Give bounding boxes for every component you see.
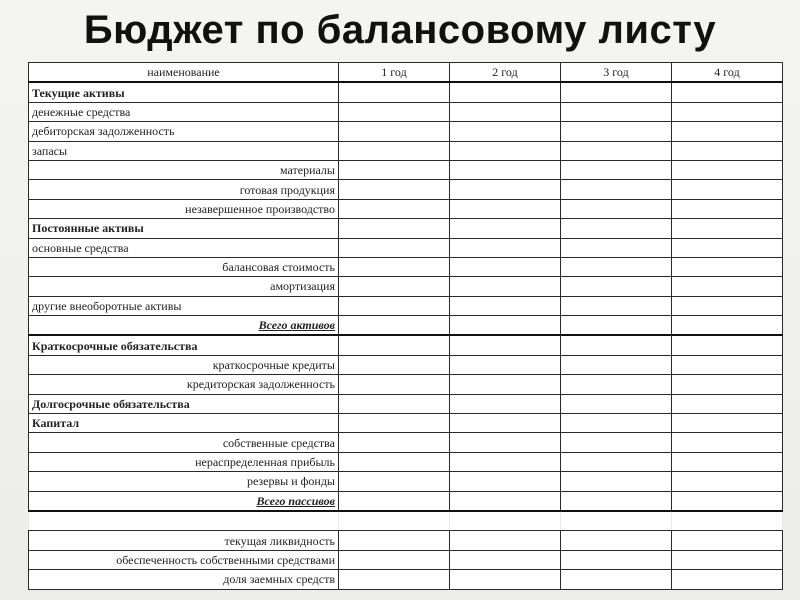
table-row [29, 257, 783, 276]
year-2-cell[interactable] [450, 180, 561, 199]
year-3-cell[interactable] [561, 238, 672, 257]
row-label: собственные средства [29, 433, 339, 452]
table-row [29, 531, 783, 550]
year-4-cell[interactable] [672, 199, 783, 218]
year-3-cell[interactable] [561, 160, 672, 179]
table-row [29, 570, 783, 589]
row-label: текущая ликвидность [29, 531, 339, 550]
year-3-cell[interactable] [561, 277, 672, 296]
row-label: денежные средства [29, 102, 339, 121]
table-row [29, 296, 783, 315]
year-4-cell[interactable] [672, 180, 783, 199]
year-4-cell[interactable] [672, 550, 783, 569]
year-4-cell[interactable] [672, 375, 783, 394]
row-label: материалы [29, 160, 339, 179]
year-2-cell[interactable] [450, 335, 561, 355]
year-4-cell[interactable] [672, 452, 783, 471]
year-2-cell[interactable] [450, 199, 561, 218]
year-4-cell[interactable] [672, 219, 783, 238]
year-3-cell[interactable] [561, 141, 672, 160]
year-3-cell[interactable] [561, 531, 672, 550]
year-4-cell[interactable] [672, 122, 783, 141]
table-row [29, 316, 783, 336]
year-2-cell[interactable] [450, 257, 561, 276]
year-3-cell[interactable] [561, 296, 672, 315]
year-4-cell[interactable] [672, 335, 783, 355]
table-row [29, 160, 783, 179]
row-label: готовая продукция [29, 180, 339, 199]
row-label: обеспеченность собственными средствами [29, 550, 339, 569]
header-year-4: 4 год [672, 63, 783, 83]
year-2-cell[interactable] [450, 355, 561, 374]
year-3-cell[interactable] [561, 257, 672, 276]
year-2-cell[interactable] [450, 472, 561, 491]
year-3-cell[interactable] [561, 550, 672, 569]
year-1-cell[interactable] [339, 238, 450, 257]
row-label: Долгосрочные обязательства [29, 394, 339, 413]
year-1-cell[interactable] [339, 160, 450, 179]
year-2-cell[interactable] [450, 141, 561, 160]
year-1-cell[interactable] [339, 531, 450, 550]
year-3-cell[interactable] [561, 375, 672, 394]
year-1-cell[interactable] [339, 511, 450, 531]
year-1-cell[interactable] [339, 102, 450, 121]
year-1-cell[interactable] [339, 394, 450, 413]
row-label: резервы и фонды [29, 472, 339, 491]
year-2-cell[interactable] [450, 219, 561, 238]
year-2-cell[interactable] [450, 491, 561, 511]
year-3-cell[interactable] [561, 472, 672, 491]
balance-sheet [28, 62, 782, 590]
page-title: Бюджет по балансовому листу [83, 8, 717, 52]
year-1-cell[interactable] [339, 335, 450, 355]
year-2-cell[interactable] [450, 82, 561, 102]
year-2-cell[interactable] [450, 102, 561, 121]
year-2-cell[interactable] [450, 296, 561, 315]
year-1-cell[interactable] [339, 491, 450, 511]
year-1-cell[interactable] [339, 180, 450, 199]
year-4-cell[interactable] [672, 257, 783, 276]
year-3-cell[interactable] [561, 335, 672, 355]
row-label: доля заемных средств [29, 570, 339, 589]
row-label: Всего пассивов [29, 491, 339, 511]
row-label: кредиторская задолженность [29, 375, 339, 394]
year-3-cell[interactable] [561, 452, 672, 471]
year-3-cell[interactable] [561, 219, 672, 238]
table-row [29, 102, 783, 121]
year-3-cell[interactable] [561, 82, 672, 102]
year-1-cell[interactable] [339, 472, 450, 491]
row-label: нераспределенная прибыль [29, 452, 339, 471]
table-row [29, 335, 783, 355]
row-label: Текущие активы [29, 82, 339, 102]
year-1-cell[interactable] [339, 316, 450, 336]
year-1-cell[interactable] [339, 570, 450, 589]
year-4-cell[interactable] [672, 414, 783, 433]
year-4-cell[interactable] [672, 296, 783, 315]
year-3-cell[interactable] [561, 511, 672, 531]
header-year-1: 1 год [339, 63, 450, 83]
year-2-cell[interactable] [450, 238, 561, 257]
year-2-cell[interactable] [450, 570, 561, 589]
year-4-cell[interactable] [672, 355, 783, 374]
year-2-cell[interactable] [450, 160, 561, 179]
table-row [29, 141, 783, 160]
table-row [29, 219, 783, 238]
year-3-cell[interactable] [561, 491, 672, 511]
row-label: основные средства [29, 238, 339, 257]
year-4-cell[interactable] [672, 316, 783, 336]
year-1-cell[interactable] [339, 296, 450, 315]
year-2-cell[interactable] [450, 277, 561, 296]
year-4-cell[interactable] [672, 160, 783, 179]
year-1-cell[interactable] [339, 433, 450, 452]
year-4-cell[interactable] [672, 277, 783, 296]
year-4-cell[interactable] [672, 433, 783, 452]
year-4-cell[interactable] [672, 394, 783, 413]
year-2-cell[interactable] [450, 394, 561, 413]
row-label: Капитал [29, 414, 339, 433]
table-row [29, 375, 783, 394]
year-2-cell[interactable] [450, 511, 561, 531]
year-2-cell[interactable] [450, 414, 561, 433]
row-label: Всего активов [29, 316, 339, 336]
row-label: краткосрочные кредиты [29, 355, 339, 374]
row-label: балансовая стоимость [29, 257, 339, 276]
table-row [29, 414, 783, 433]
year-4-cell[interactable] [672, 238, 783, 257]
year-1-cell[interactable] [339, 550, 450, 569]
year-2-cell[interactable] [450, 531, 561, 550]
year-1-cell[interactable] [339, 141, 450, 160]
header-name: наименование [29, 63, 339, 83]
year-1-cell[interactable] [339, 82, 450, 102]
year-1-cell[interactable] [339, 257, 450, 276]
header-year-2: 2 год [450, 63, 561, 83]
year-4-cell[interactable] [672, 531, 783, 550]
year-1-cell[interactable] [339, 452, 450, 471]
year-4-cell[interactable] [672, 472, 783, 491]
table-row [29, 277, 783, 296]
table-row [29, 238, 783, 257]
row-label: Постоянные активы [29, 219, 339, 238]
year-2-cell[interactable] [450, 316, 561, 336]
year-3-cell[interactable] [561, 570, 672, 589]
year-3-cell[interactable] [561, 355, 672, 374]
table-row [29, 491, 783, 511]
year-3-cell[interactable] [561, 199, 672, 218]
year-3-cell[interactable] [561, 102, 672, 121]
header-row [29, 63, 783, 83]
table-row [29, 452, 783, 471]
year-1-cell[interactable] [339, 355, 450, 374]
year-2-cell[interactable] [450, 452, 561, 471]
table-row [29, 433, 783, 452]
year-1-cell[interactable] [339, 219, 450, 238]
balance-table [28, 62, 783, 590]
table-row [29, 355, 783, 374]
row-label: дебиторская задолженность [29, 122, 339, 141]
table-row [29, 199, 783, 218]
year-1-cell[interactable] [339, 414, 450, 433]
table-row [29, 550, 783, 569]
row-label: незавершенное производство [29, 199, 339, 218]
table-body [29, 82, 783, 589]
table-row [29, 122, 783, 141]
row-label: другие внеоборотные активы [29, 296, 339, 315]
row-label [29, 511, 339, 531]
year-2-cell[interactable] [450, 433, 561, 452]
table-row [29, 472, 783, 491]
row-label: Краткосрочные обязательства [29, 335, 339, 355]
table-row [29, 180, 783, 199]
table-row [29, 394, 783, 413]
year-4-cell[interactable] [672, 570, 783, 589]
year-2-cell[interactable] [450, 375, 561, 394]
year-3-cell[interactable] [561, 414, 672, 433]
year-1-cell[interactable] [339, 375, 450, 394]
year-2-cell[interactable] [450, 550, 561, 569]
year-1-cell[interactable] [339, 122, 450, 141]
row-label: запасы [29, 141, 339, 160]
year-3-cell[interactable] [561, 180, 672, 199]
year-4-cell[interactable] [672, 141, 783, 160]
year-4-cell[interactable] [672, 102, 783, 121]
year-2-cell[interactable] [450, 122, 561, 141]
table-row [29, 82, 783, 102]
year-1-cell[interactable] [339, 199, 450, 218]
year-4-cell[interactable] [672, 491, 783, 511]
year-3-cell[interactable] [561, 122, 672, 141]
table-row [29, 511, 783, 531]
year-4-cell[interactable] [672, 511, 783, 531]
year-4-cell[interactable] [672, 82, 783, 102]
year-3-cell[interactable] [561, 394, 672, 413]
year-1-cell[interactable] [339, 277, 450, 296]
year-3-cell[interactable] [561, 433, 672, 452]
row-label: амортизация [29, 277, 339, 296]
header-year-3: 3 год [561, 63, 672, 83]
year-3-cell[interactable] [561, 316, 672, 336]
